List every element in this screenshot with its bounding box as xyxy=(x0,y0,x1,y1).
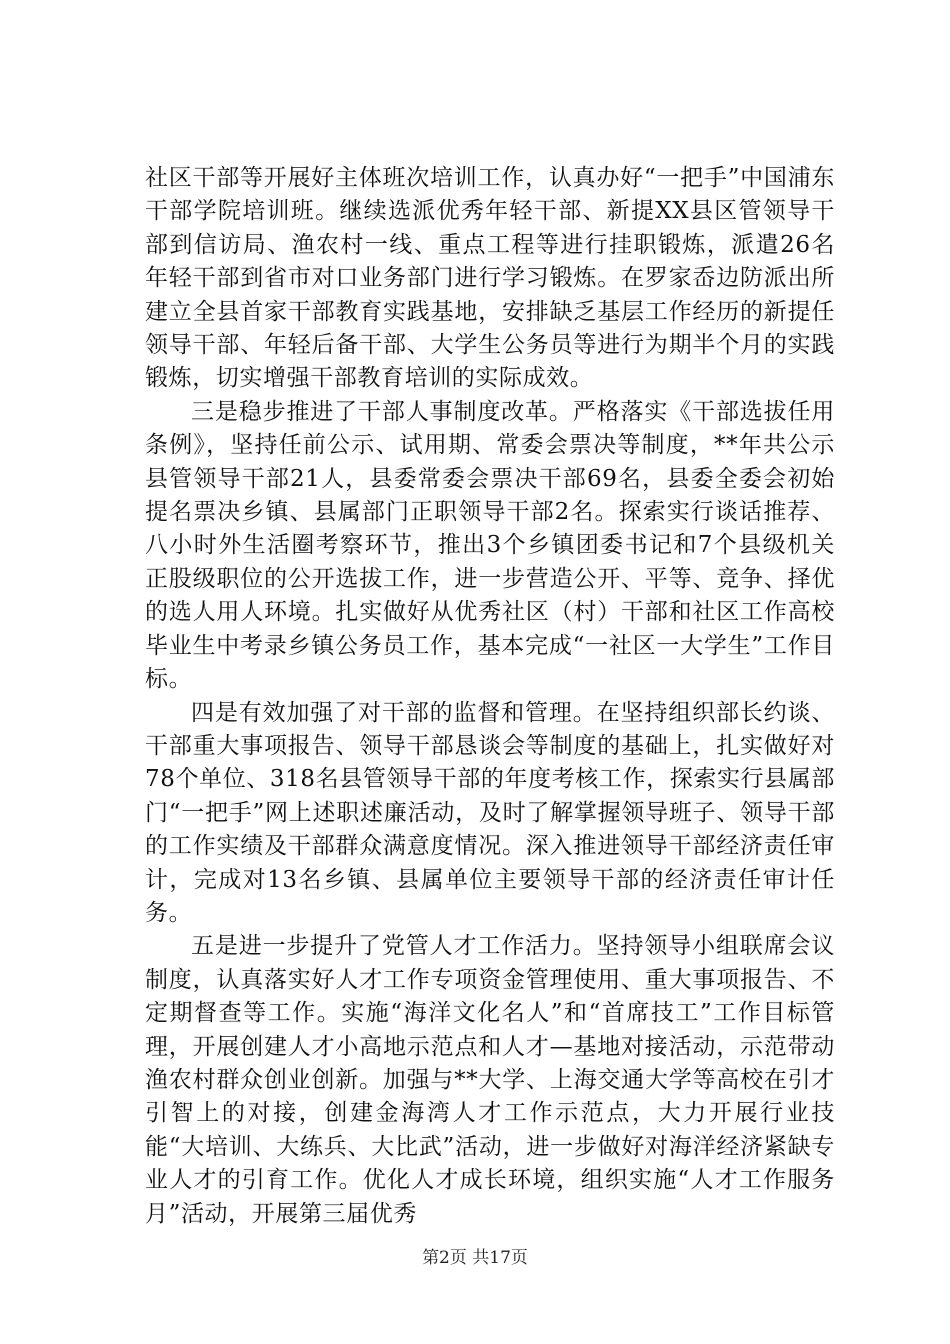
paragraph-talent-work: 五是进一步提升了党管人才工作活力。坚持领导小组联席会议制度，认真落实好人才工作专项资金管理使用、重大事项报告、不定期督查等工作。实施“海洋文化名人”和“首席技工”工作目标管理，开展创建人才小高地示范点和人才—基地对接活动，示范带动渔农村群众创业创新。加强与**大学、上海交通大学等高校在引才引智上的对接，创建金海湾人才工作示范点，大力开展行业技能“大培训、大练兵、大比武”活动，进一步做好对海洋经济紧缺专业人才的引育工作。优化人才成长环境，组织实施“人才工作服务月”活动，开展第三届优秀 xyxy=(145,933,835,1227)
paragraph-continuation: 社区干部等开展好主体班次培训工作，认真办好“一把手”中国浦东干部学院培训班。继续选派优秀年轻干部、新提XX县区管领导干部到信访局、渔农村一线、重点工程等进行挂职锻炼，派遣26名年轻干部到省市对口业务部门进行学习锻炼。在罗家岙边防派出所建立全县首家干部教育实践基地，安排缺乏基层工作经历的新提任领导干部、年轻后备干部、大学生公务员等进行为期半个月的实践锻炼，切实增强干部教育培训的实际成效。 xyxy=(145,165,835,392)
paragraph-supervision: 四是有效加强了对干部的监督和管理。在坚持组织部长约谈、干部重大事项报告、领导干部恳谈会等制度的基础上，扎实做好对78个单位、318名县管领导干部的年度考核工作，探索实行县属部门“一把手”网上述职述廉活动，及时了解掌握领导班子、领导干部的工作实绩及干部群众满意度情况。深入推进领导干部经济责任审计，完成对13名乡镇、县属单位主要领导干部的经济责任审计任务。 xyxy=(145,699,835,926)
paragraph-personnel-reform: 三是稳步推进了干部人事制度改革。严格落实《干部选拔任用条例》，坚持任前公示、试用期、常委会票决等制度，**年共公示县管领导干部21人，县委常委会票决干部69名，县委全委会初始提名票决乡镇、县属部门正职领导干部2名。探索实行谈话推荐、八小时外生活圈考察环节，推出3个乡镇团委书记和7个县级机关正股级职位的公开选拔工作，进一步营造公开、平等、竞争、择优的选人用人环境。扎实做好从优秀社区（村）干部和社区工作高校毕业生中考录乡镇公务员工作，基本完成“一社区一大学生”工作目标。 xyxy=(145,398,835,693)
page-footer: 第2页 共17页 xyxy=(422,1248,528,1268)
document-body xyxy=(145,162,835,1231)
